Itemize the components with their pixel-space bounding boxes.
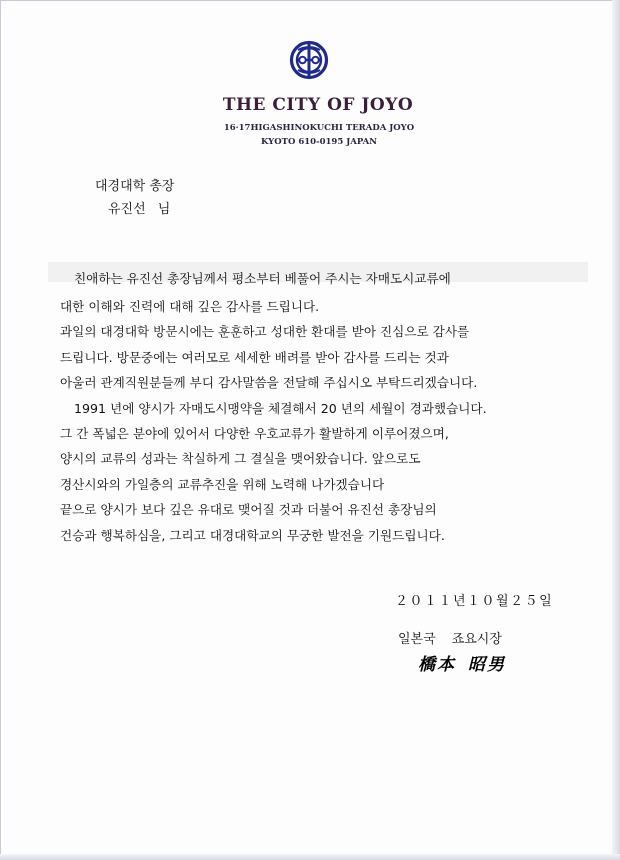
recipient-name-line — [108, 198, 170, 217]
signature-family-name: 橋本 — [418, 655, 456, 675]
body-line: 건승과 행복하심을, 그리고 대경대학교의 무궁한 발전을 기원드립니다. — [60, 528, 445, 543]
letter-date: ２０１１년１０월２５일 — [395, 594, 554, 609]
body-line: 양시의 교류의 성과는 착실하게 그 결실을 맺어왔습니다. 앞으로도 — [60, 451, 421, 466]
signer-country: 일본국 — [398, 632, 436, 647]
address-line-2: KYOTO 610-0195 JAPAN — [261, 137, 377, 147]
body-line: 끝으로 양시가 보다 깊은 유대로 맺어질 것과 더불어 유진선 총장님의 — [60, 502, 437, 517]
address-line-1: 16·17HIGASHINOKUCHI TERADA JOYO — [223, 123, 415, 133]
city-name-heading: THE CITY OF JOYO — [222, 95, 414, 115]
body-line: 아울러 관계직원분들께 부디 감사말씀을 전달해 주십시오 부탁드리겠습니다. — [60, 375, 478, 390]
body-line: 경산시와의 가일층의 교류추진을 위해 노력해 나가겠습니다 — [60, 477, 385, 492]
signature-given-name: 昭男 — [468, 655, 506, 675]
signer-position: 죠요시장 — [451, 632, 502, 647]
recipient-name: 유진선 — [108, 202, 146, 217]
handwritten-signature — [418, 650, 506, 675]
body-line: 친애하는 유진선 총장님께서 평소부터 베풀어 주시는 자매도시교류에 — [74, 271, 451, 286]
body-line: 1991 년에 양시가 자매도시맹약을 체결해서 20 년의 세월이 경과했습니다. — [74, 401, 487, 416]
signer-title — [398, 628, 502, 647]
city-emblem-icon — [289, 40, 329, 80]
paper-edge-bottom — [0, 854, 620, 860]
recipient-organization: 대경대학 총장 — [95, 179, 175, 194]
body-line: 그 간 폭넓은 분야에 있어서 다양한 우호교류가 활발하게 이루어졌으며, — [60, 426, 449, 441]
body-line: 과일의 대경대학 방문시에는 훈훈하고 성대한 환대를 받아 진심으로 감사를 — [60, 324, 470, 339]
body-line: 대한 이해와 진력에 대해 깊은 감사를 드립니다. — [60, 299, 320, 314]
recipient-honorific: 님 — [157, 202, 171, 217]
body-line: 드립니다. 방문중에는 여러모로 세세한 배려를 받아 감사를 드리는 것과 — [60, 350, 449, 365]
